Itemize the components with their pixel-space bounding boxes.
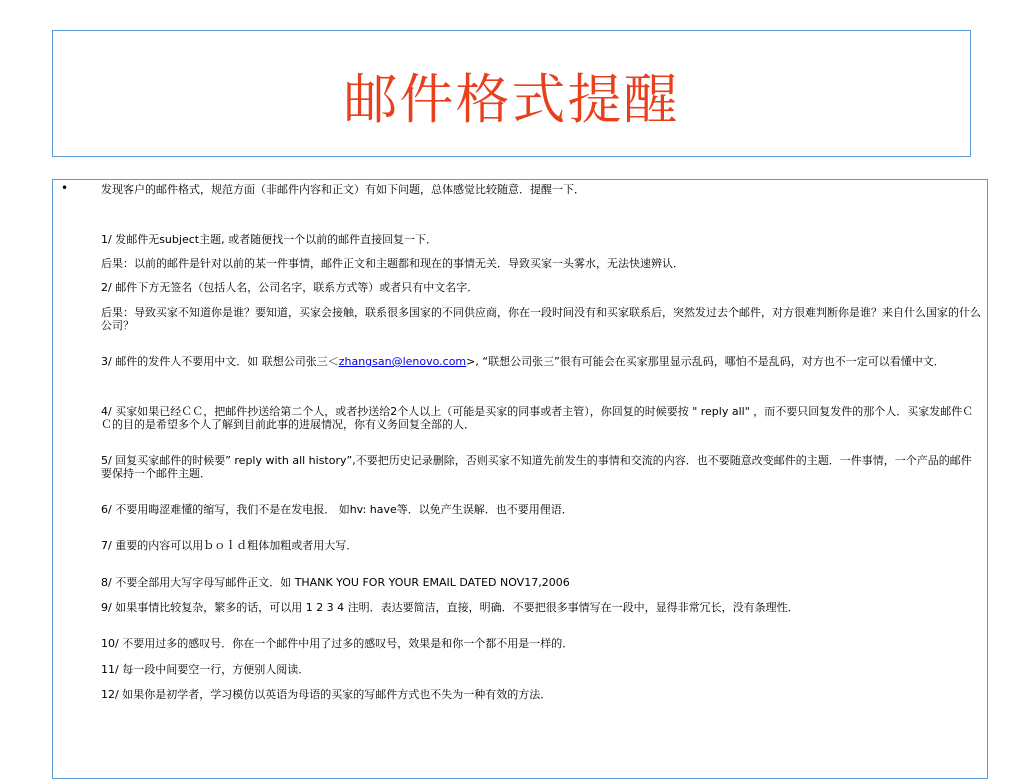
list-item-11: 11/ 每一段中间要空一行，方便别人阅读． bbox=[101, 663, 310, 676]
list-item-4: 4/ 买家如果已经ＣＣ，把邮件抄送给第二个人，或者抄送给2个人以上（可能是买家的同事或者主管），你回复的时候要按 " reply all" ，而不要只回复发件的那个人．买家发邮件ＣＣ的目的是希望多个人了解到目前此事的进展情况，你有义务回复全部的人． bbox=[101, 405, 974, 431]
bullet-marker: • bbox=[61, 181, 69, 195]
intro-text: 发现客户的邮件格式，规范方面（非邮件内容和正文）有如下问题，总体感觉比较随意．提醒一下． bbox=[101, 183, 585, 196]
list-item-3-text-end: >, “联想公司张三”很有可能会在买家那里显示乱码，哪怕不是乱码，对方也不一定可以看懂中文． bbox=[466, 355, 945, 368]
list-item-2: 2/ 邮件下方无签名（包括人名，公司名字，联系方式等）或者只有中文名字． bbox=[101, 281, 479, 294]
list-item-8: 8/ 不要全部用大写字母写邮件正文．如 THANK YOU FOR YOUR EMAIL DATED NOV17,2006 bbox=[101, 576, 570, 589]
list-item-1: 1/ 发邮件无subject主题, 或者随便找一个以前的邮件直接回复一下． bbox=[101, 233, 438, 246]
list-item-3-text-start: 3/ 邮件的发件人不要用中文．如 联想公司张三＜ bbox=[101, 355, 339, 368]
content-frame bbox=[52, 179, 988, 779]
list-item-2-consequence: 后果：导致买家不知道你是谁？要知道，买家会接触，联系很多国家的不同供应商，你在一段时间没有和买家联系后，突然发过去个邮件，对方很难判断你是谁？来自什么国家的什么公司？ bbox=[101, 306, 981, 332]
list-item-1-consequence: 后果：以前的邮件是针对以前的某一件事情，邮件正文和主题都和现在的事情无关．导致买家一头雾水，无法快速辨认． bbox=[101, 257, 684, 270]
list-item-6: 6/ 不要用晦涩难懂的缩写，我们不是在发电报． 如hv: have等．以免产生误解．也不要用俚语． bbox=[101, 503, 573, 516]
title-frame bbox=[52, 30, 971, 157]
email-link[interactable]: zhangsan@lenovo.com bbox=[338, 355, 467, 368]
list-item-5: 5/ 回复买家邮件的时候要” reply with all history”,不要把历史记录删除，否则买家不知道先前发生的事情和交流的内容．也不要随意改变邮件的主题．一件事情，一个产品的邮件要保持一个邮件主题． bbox=[101, 454, 972, 480]
list-item-12: 12/ 如果你是初学者，学习模仿以英语为母语的买家的写邮件方式也不失为一种有效的方法． bbox=[101, 688, 552, 701]
list-item-10: 10/ 不要用过多的感叹号．你在一个邮件中用了过多的感叹号，效果是和你一个都不用是一样的． bbox=[101, 637, 574, 650]
slide-title: 邮件格式提醒 bbox=[343, 68, 680, 131]
list-item-3 bbox=[101, 355, 981, 368]
list-item-9: 9/ 如果事情比较复杂，繁多的话，可以用 1 2 3 4 注明．表达要简洁，直接，明确．不要把很多事情写在一段中，显得非常冗长，没有条理性． bbox=[101, 601, 799, 614]
list-item-7: 7/ 重要的内容可以用ｂｏｌｄ粗体加粗或者用大写． bbox=[101, 539, 358, 552]
